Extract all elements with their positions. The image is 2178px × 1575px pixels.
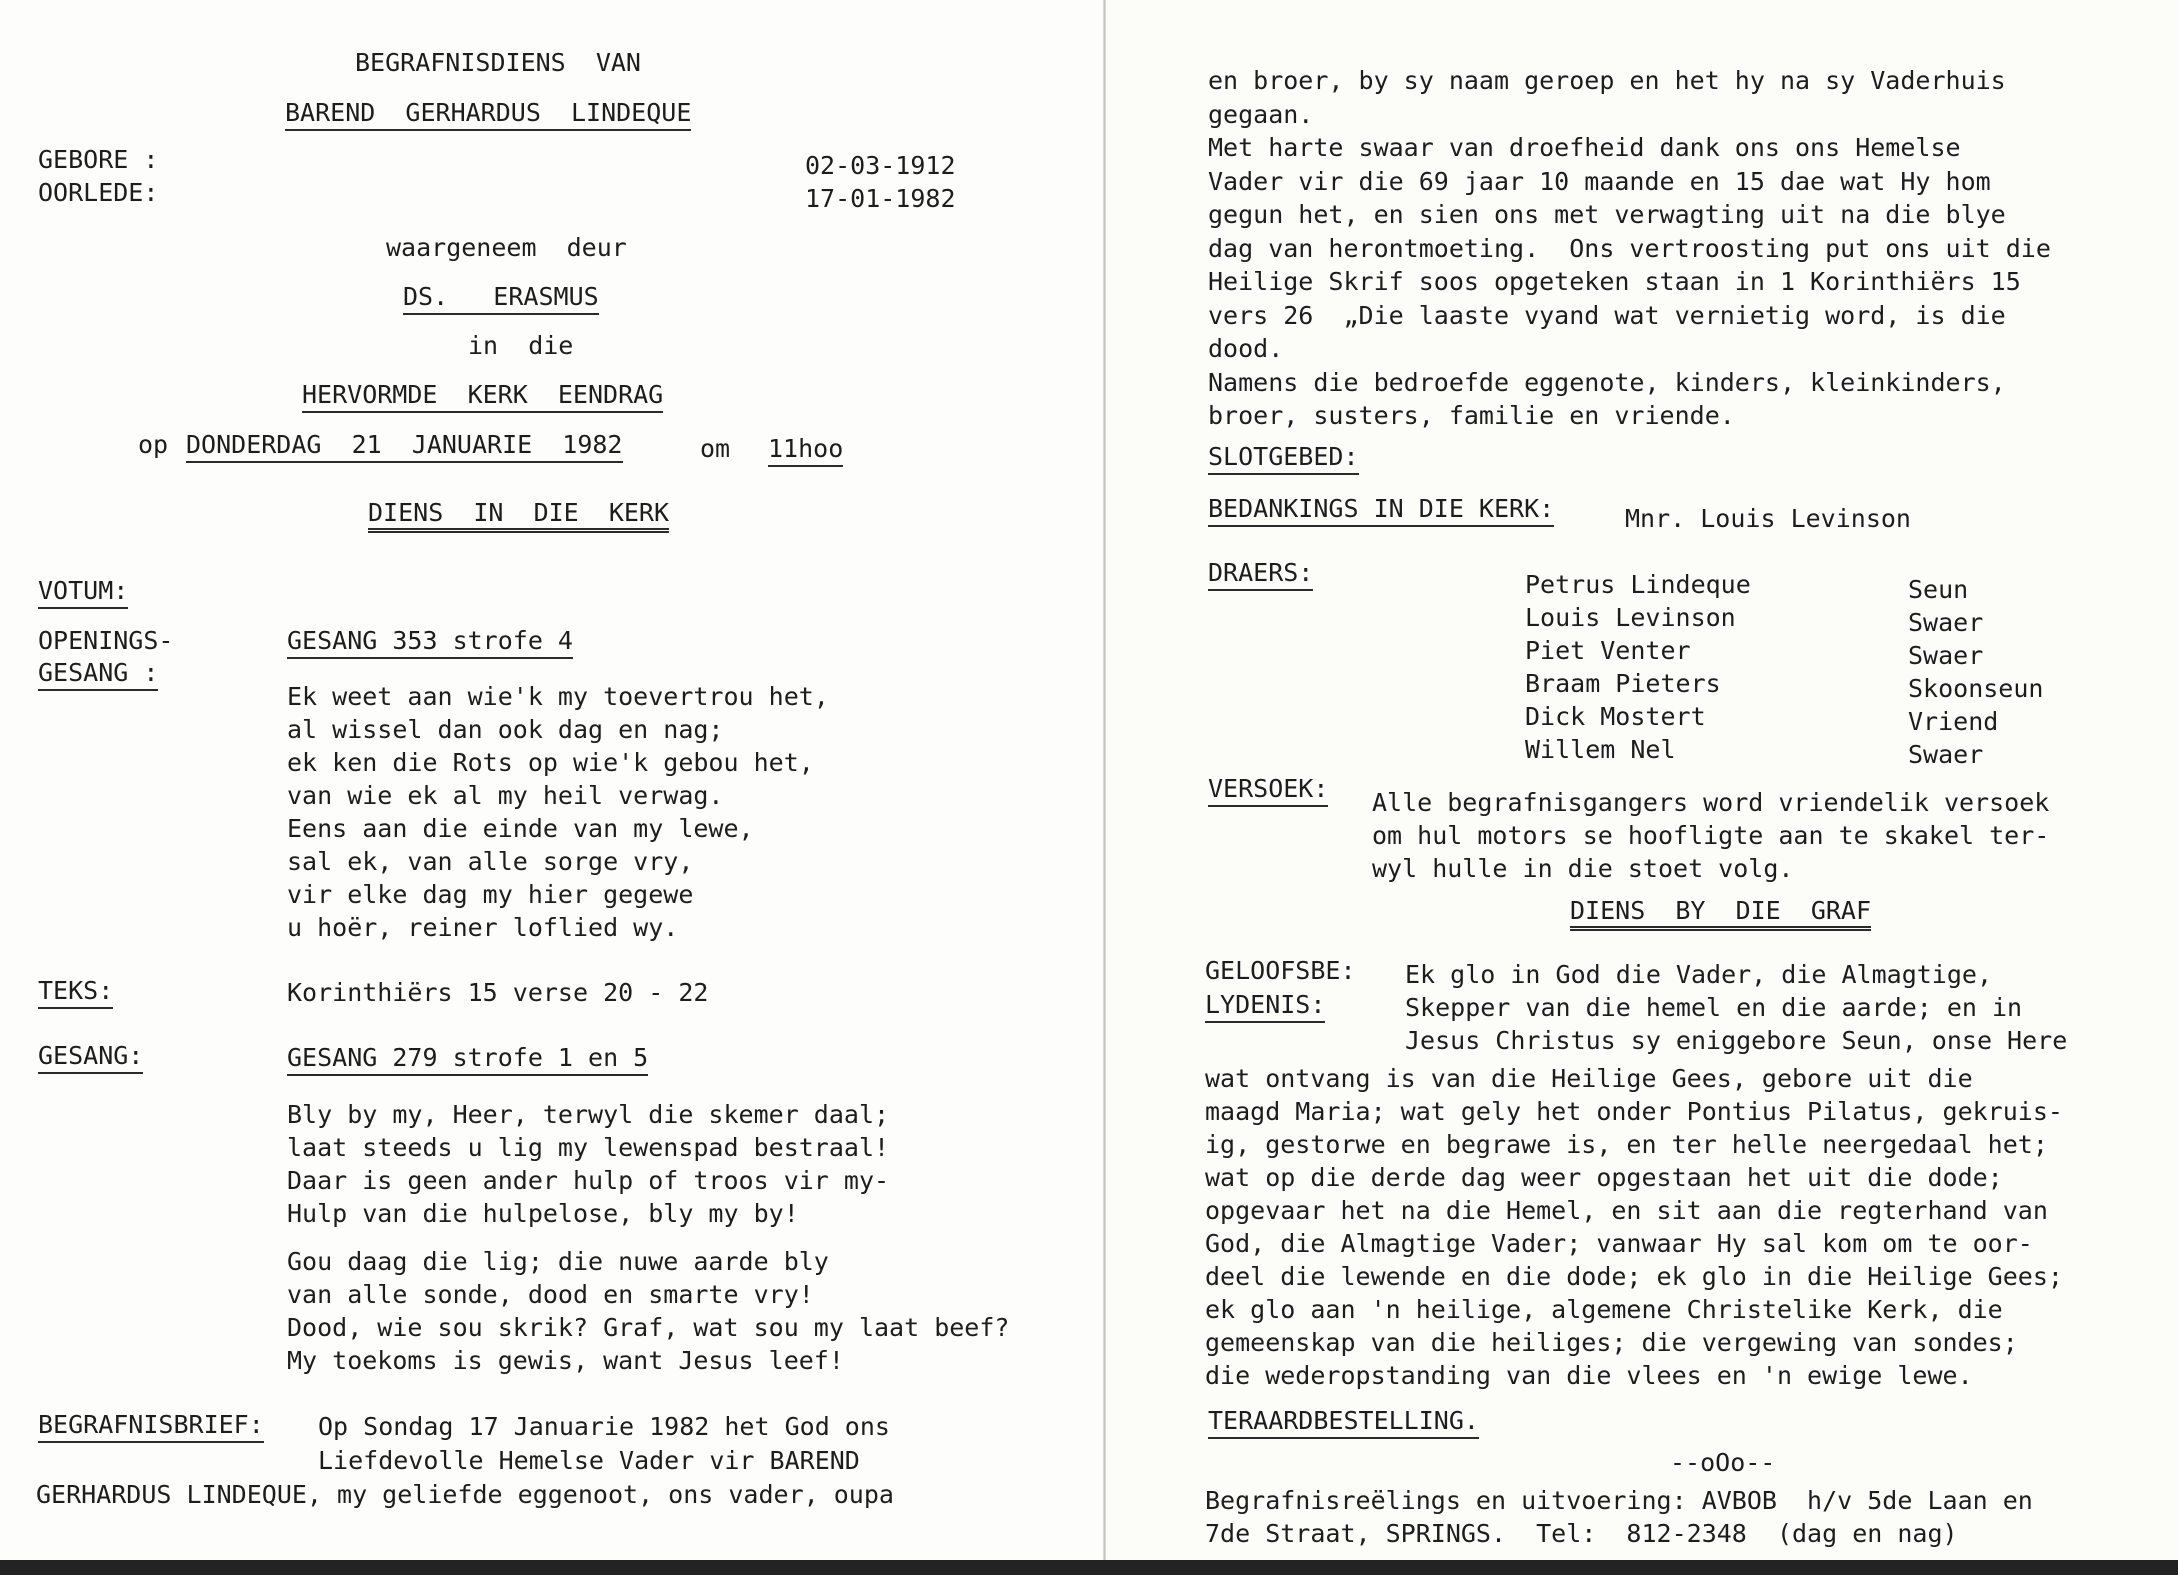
arrangements-line: Begrafnisreëlings en uitvoering: AVBOB h/v 5de Laan en — [1205, 1486, 2033, 1515]
died-label: OORLEDE: — [38, 178, 159, 207]
born-date: 02-03-1912 — [805, 151, 956, 180]
bearer-name: Petrus Lindeque — [1525, 570, 1751, 599]
separator: --oOo-- — [1670, 1448, 1776, 1477]
lyric-line: al wissel dan ook dag en nag; — [287, 715, 724, 744]
funeral-arrangements — [1205, 1484, 2033, 1550]
church-service-heading: DIENS IN DIE KERK — [368, 500, 669, 533]
minister-name: DS. ERASMUS — [403, 284, 599, 315]
lyric-line: Eens aan die einde van my lewe, — [287, 814, 754, 843]
in-the: in die — [468, 331, 574, 360]
lyric-line: u hoër, reiner loflied wy. — [287, 913, 679, 942]
letter-line: vers 26 „Die laaste vyand wat vernietig word, is die — [1208, 300, 2006, 330]
bearer-name: Louis Levinson — [1525, 603, 1736, 632]
hymn-verse-1 — [287, 1098, 889, 1230]
funeral-letter-continued — [1208, 64, 2051, 433]
request-text — [1372, 786, 2049, 885]
lyric-line: Hulp van die hulpelose, bly my by! — [287, 1199, 799, 1228]
creed-line: opgevaar het na die Hemel, en sit aan die regterhand van — [1205, 1196, 2048, 1225]
creed-line: die wederopstanding van die vlees en 'n ewige lewe. — [1205, 1361, 1973, 1390]
creed-line: Skepper van die hemel en die aarde; en in — [1405, 993, 2023, 1022]
creed-line: Jesus Christus sy eniggebore Seun, onse Here — [1405, 1026, 2068, 1055]
creed-line: ek glo aan 'n heilige, algemene Christelike Kerk, die — [1205, 1295, 2003, 1324]
hymn-verse-2 — [287, 1245, 1009, 1377]
scan-bottom-edge — [0, 1560, 2178, 1575]
bearer-relation: Swaer — [1908, 740, 1984, 769]
creed-line: God, die Almagtige Vader; vanwaar Hy sal kom om te oor- — [1205, 1229, 2033, 1258]
bearer-relations — [1908, 573, 2043, 771]
opening-hymn-label-2: GESANG : — [38, 660, 158, 691]
lyric-line: Dood, wie sou skrik? Graf, wat sou my laat beef? — [287, 1313, 1010, 1342]
thanks-person: Mnr. Louis Levinson — [1625, 504, 1911, 533]
scripture-reading: Korinthiërs 15 verse 20 - 22 — [287, 978, 709, 1007]
bearers-label: DRAERS: — [1208, 560, 1313, 591]
lyric-line: laat steeds u lig my lewenspad bestraal! — [287, 1133, 890, 1162]
letter-line: gegun het, en sien ons met verwagting uit na die blye — [1208, 200, 2006, 229]
bearer-names — [1525, 568, 1751, 766]
hymn-title: GESANG 279 strofe 1 en 5 — [287, 1045, 648, 1076]
creed-body — [1205, 1062, 2063, 1392]
bearer-name: Willem Nel — [1525, 735, 1676, 764]
creed-line: Ek glo in God die Vader, die Almagtige, — [1405, 960, 1992, 989]
lyric-line: ek ken die Rots op wie'k gebou het, — [287, 748, 814, 777]
creed-line: wat ontvang is van die Heilige Gees, gebore uit die — [1205, 1064, 1973, 1093]
arrangements-line: 7de Straat, SPRINGS. Tel: 812-2348 (dag en nag) — [1205, 1519, 1958, 1548]
letter-line: Namens die bedroefde eggenote, kinders, kleinkinders, — [1208, 367, 2006, 397]
creed-line: ig, gestorwe en begrawe is, en ter helle neergedaal het; — [1205, 1130, 2048, 1159]
program-title: BEGRAFNISDIENS VAN — [355, 48, 641, 77]
lyric-line: Bly by my, Heer, terwyl die skemer daal; — [287, 1100, 890, 1129]
lyric-line: Daar is geen ander hulp of troos vir my- — [287, 1166, 890, 1195]
lyric-line: van wie ek al my heil verwag. — [287, 781, 724, 810]
opening-hymn-lyrics — [287, 680, 829, 944]
died-date: 17-01-1982 — [805, 184, 956, 213]
interment-label: TERAARDBESTELLING. — [1208, 1408, 1479, 1439]
graveside-service-heading: DIENS BY DIE GRAF — [1570, 898, 1871, 931]
lyric-line: Gou daag die lig; die nuwe aarde bly — [287, 1247, 829, 1276]
born-label: GEBORE : — [38, 145, 159, 174]
lyric-line: van alle sonde, dood en smarte vry! — [287, 1280, 814, 1309]
bearer-relation: Skoonseun — [1908, 674, 2044, 703]
closing-prayer-label: SLOTGEBED: — [1208, 444, 1359, 475]
letter-line: en broer, by sy naam geroep en het hy na sy Vaderhuis — [1208, 66, 2006, 95]
hymn-label: GESANG: — [38, 1043, 143, 1074]
lyric-line: My toekoms is gewis, want Jesus leef! — [287, 1346, 844, 1375]
bearer-relation: Seun — [1908, 575, 1969, 604]
bearer-name: Braam Pieters — [1525, 669, 1721, 698]
church-name: HERVORMDE KERK EENDRAG — [302, 382, 663, 413]
service-date: DONDERDAG 21 JANUARIE 1982 — [186, 432, 623, 463]
lyric-line: sal ek, van alle sorge vry, — [287, 847, 694, 876]
service-time: 11hoo — [768, 436, 843, 467]
bearer-name: Piet Venter — [1525, 636, 1691, 665]
letter-line: Liefdevolle Hemelse Vader vir BAREND — [318, 1446, 860, 1475]
creed-line: wat op die derde dag weer opgestaan het uit die dode; — [1205, 1163, 2003, 1192]
creed-line: gemeenskap van die heiliges; die vergewing van sondes; — [1205, 1328, 2018, 1357]
letter-line: Met harte swaar van droefheid dank ons ons Hemelse — [1208, 133, 1961, 162]
time-prefix: om — [700, 434, 731, 463]
letter-line: dood. — [1208, 334, 1284, 363]
request-label: VERSOEK: — [1208, 776, 1328, 807]
officiated-by: waargeneem deur — [386, 233, 627, 262]
letter-line: Vader vir die 69 jaar 10 maande en 15 dae wat Hy hom — [1208, 166, 1991, 196]
letter-line: GERHARDUS LINDEQUE, my geliefde eggenoot, ons vader, oupa — [36, 1480, 894, 1509]
deceased-name: BAREND GERHARDUS LINDEQUE — [285, 100, 691, 131]
request-line: wyl hulle in die stoet volg. — [1372, 854, 1794, 883]
request-line: om hul motors se hoofligte aan te skakel ter- — [1372, 821, 2050, 850]
creed-line: maagd Maria; wat gely het onder Pontius Pilatus, gekruis- — [1205, 1097, 2063, 1126]
opening-hymn-label: OPENINGS- — [38, 626, 174, 655]
bearer-relation: Swaer — [1908, 608, 1984, 637]
letter-line: Op Sondag 17 Januarie 1982 het God ons — [318, 1412, 890, 1441]
bearer-relation: Swaer — [1908, 641, 1984, 670]
opening-hymn-title: GESANG 353 strofe 4 — [287, 628, 573, 659]
bearer-name: Dick Mostert — [1525, 702, 1706, 731]
votum-label: VOTUM: — [38, 578, 128, 609]
letter-line: gegaan. — [1208, 99, 1314, 129]
date-prefix: op — [138, 430, 169, 459]
text-label: TEKS: — [38, 978, 113, 1009]
creed-label: GELOOFSBE: — [1205, 956, 1356, 985]
letter-line: dag van herontmoeting. Ons vertroosting put ons uit die — [1208, 233, 2051, 263]
creed-line: deel die lewende en die dode; ek glo in die Heilige Gees; — [1205, 1262, 2063, 1291]
letter-line: broer, susters, familie en vriende. — [1208, 401, 1735, 430]
lyric-line: Ek weet aan wie'k my toevertrou het, — [287, 682, 829, 711]
thanks-label: BEDANKINGS IN DIE KERK: — [1208, 496, 1554, 527]
page-fold — [1103, 0, 1106, 1560]
lyric-line: vir elke dag my hier gegewe — [287, 880, 694, 909]
creed-opening — [1405, 958, 2067, 1057]
letter-line: Heilige Skrif soos opgeteken staan in 1 Korinthiërs 15 — [1208, 267, 2021, 296]
creed-label-2: LYDENIS: — [1205, 992, 1325, 1023]
funeral-letter-label: BEGRAFNISBRIEF: — [38, 1412, 264, 1443]
bearer-relation: Vriend — [1908, 707, 1999, 736]
request-line: Alle begrafnisgangers word vriendelik versoek — [1372, 788, 2050, 817]
